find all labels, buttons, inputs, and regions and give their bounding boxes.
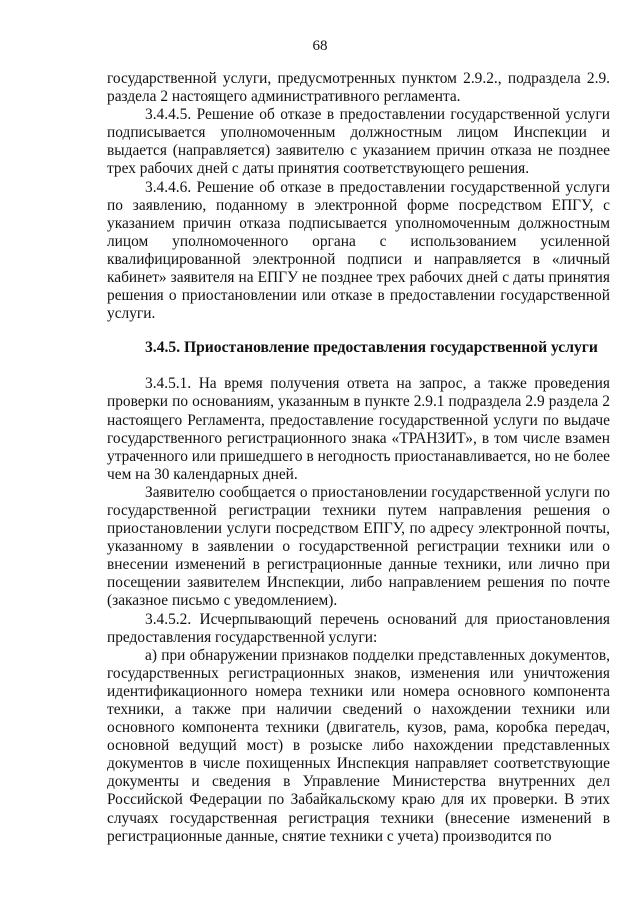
document-body	[107, 70, 610, 846]
paragraph-item-a: а) при обнаружении признаков подделки представленных документов, государственных регистрационных знаков, изменения или уничтожения идентификационного номера техники или номера основного компонента техники, а также при наличии сведений о нахождении техники или основного компонента техники (двигатель, кузов, рама, коробка передач, основной ведущий мост) в розыске либо нахождении представленных документов в числе похищенных Инспекция направляет соответствующие документы и сведения в Управление Министерства внутренних дел Российской Федерации по Забайкальскому краю для их проверки. В этих случаях государственная регистрация техники (внесение изменений в регистрационные данные, снятие техники с учета) производится по	[107, 646, 610, 845]
paragraph-3-4-4-5: 3.4.4.5. Решение об отказе в предоставлении государственной услуги подписывается уполномоченным должностным лицом Инспекции и выдается (направляется) заявителю с указанием причин отказа не позднее трех рабочих дней с даты принятия соответствующего решения.	[107, 106, 610, 178]
paragraph-3-4-4-6: 3.4.4.6. Решение об отказе в предоставлении государственной услуги по заявлению, поданному в электронной форме посредством ЕПГУ, с указанием причин отказа подписывается уполномоченным должностным лицом уполномоченного органа с использованием усиленной квалифицированной электронной подписи и направляется в «личный кабинет» заявителя на ЕПГУ не позднее трех рабочих дней с даты принятия решения о приостановлении или отказе в предоставлении государственной услуги.	[107, 178, 610, 323]
paragraph-3-4-5-2: 3.4.5.2. Исчерпывающий перечень оснований для приостановления предоставления государственной услуги:	[107, 610, 610, 646]
section-heading: 3.4.5. Приостановление предоставления государственной услуги	[145, 339, 598, 357]
paragraph-continuation: государственной услуги, предусмотренных пунктом 2.9.2., подраздела 2.9. раздела 2 настоящего административного регламента.	[107, 70, 610, 106]
page-number: 68	[312, 38, 328, 54]
paragraph-applicant-notice: Заявителю сообщается о приостановлении государственной услуги по государственной регистрации техники путем направления решения о приостановлении услуги посредством ЕПГУ, по адресу электронной почты, указанному в заявлении о государственной регистрации техники или о внесении изменений в регистрационные данные техники, или лично при посещении заявителем Инспекции, либо направлением решения по почте (заказное письмо с уведомлением).	[107, 483, 610, 610]
paragraph-3-4-5-1: 3.4.5.1. На время получения ответа на запрос, а также проведения проверки по основаниям, указанным в пункте 2.9.1 подраздела 2.9 раздела 2 настоящего Регламента, предоставление государственной услуги по выдаче государственного регистрационного знака «ТРАНЗИТ», в том числе взамен утраченного или пришедшего в негодность приостанавливается, но не более чем на 30 календарных дней.	[107, 375, 610, 483]
